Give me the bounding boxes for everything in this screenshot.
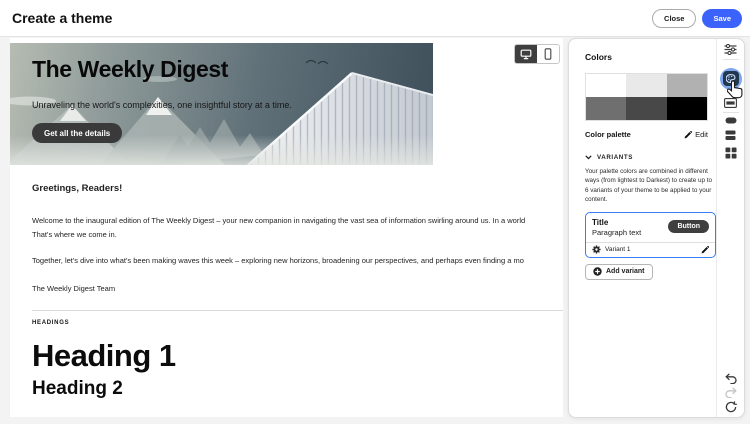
theme-settings-panel	[568, 38, 745, 418]
variant-button-sample: Button	[668, 220, 709, 233]
restore-icon[interactable]	[719, 401, 743, 413]
header-actions	[652, 9, 742, 28]
headings-section-label: HEADINGS	[32, 320, 70, 326]
hero-subtitle: Unraveling the world's complexities, one insightful story at a time.	[32, 100, 292, 110]
variant-title-sample: Title	[592, 217, 609, 227]
email-preview-canvas[interactable]	[10, 38, 563, 417]
hero-cta-button: Get all the details	[32, 123, 122, 143]
theme-palette-icon[interactable]	[718, 66, 744, 92]
pencil-icon[interactable]	[701, 246, 709, 254]
color-palette-label: Color palette	[585, 130, 631, 139]
save-button[interactable]: Save	[702, 9, 742, 28]
close-button[interactable]: Close	[652, 9, 696, 28]
heading2-sample: Heading 2	[32, 378, 123, 399]
page-title: Create a theme	[12, 10, 113, 26]
chevron-down-icon	[585, 155, 592, 160]
variant-row[interactable]	[586, 242, 715, 257]
palette-swatch	[667, 97, 707, 120]
tool-rail	[716, 39, 744, 417]
undo-icon[interactable]	[719, 373, 743, 384]
variants-label: VARIANTS	[597, 154, 633, 161]
pencil-icon	[684, 131, 692, 139]
palette-swatch	[626, 97, 666, 120]
device-toggle	[514, 44, 560, 64]
palette-swatch	[667, 74, 707, 97]
add-variant-label: Add variant	[606, 268, 645, 276]
email-greeting: Greetings, Readers!	[32, 183, 123, 194]
email-paragraph-line: That's where we come in.	[32, 230, 117, 239]
palette-swatch	[586, 74, 626, 97]
edit-label: Edit	[695, 130, 708, 139]
history-controls	[717, 373, 744, 413]
plus-circle-icon	[593, 267, 602, 276]
hero-title: The Weekly Digest	[32, 56, 229, 82]
palette-chip	[723, 71, 739, 86]
section-divider	[32, 310, 563, 311]
redo-icon[interactable]	[719, 387, 743, 398]
rows-icon[interactable]	[719, 130, 743, 141]
desktop-preview-button[interactable]	[515, 45, 537, 63]
heading1-sample: Heading 1	[32, 338, 176, 373]
section-icon[interactable]	[719, 98, 743, 108]
desktop-icon	[520, 49, 532, 60]
mobile-icon	[544, 48, 552, 60]
variants-description: Your palette colors are combined in different ways (from lightest to Darkest) to create up to 6 variants of your theme to be applied to your content.	[585, 168, 713, 204]
app-header	[0, 0, 750, 37]
colors-panel	[569, 39, 716, 417]
rail-divider	[723, 59, 739, 60]
color-palette-swatches	[585, 73, 708, 121]
email-signature: The Weekly Digest Team	[32, 284, 116, 293]
variant-name: Variant 1	[605, 246, 631, 254]
palette-swatch	[626, 74, 666, 97]
button-block-icon[interactable]	[719, 117, 743, 124]
grid-icon[interactable]	[719, 147, 743, 159]
hero-section	[10, 43, 433, 165]
rail-divider	[723, 112, 739, 113]
sliders-icon[interactable]	[719, 44, 743, 55]
variant-preview	[586, 213, 715, 242]
edit-palette-button[interactable]	[684, 130, 708, 139]
variants-section-toggle[interactable]	[585, 154, 633, 161]
palette-swatch	[586, 97, 626, 120]
variant-card[interactable]	[585, 212, 716, 258]
email-paragraph-line: Together, let's dive into what's been making waves this week – exploring new horizons, broadening our perspectives, and perhaps even finding a mo	[32, 256, 524, 265]
mobile-preview-button[interactable]	[537, 45, 559, 63]
add-variant-button[interactable]	[585, 264, 653, 280]
variant-paragraph-sample: Paragraph text	[592, 227, 642, 237]
color-palette-row	[585, 128, 708, 141]
colors-panel-title: Colors	[585, 52, 612, 62]
gear-icon	[592, 245, 601, 254]
email-paragraph-line: Welcome to the inaugural edition of The Weekly Digest – your new companion in navigating the vast sea of information swirling around us. In a world	[32, 216, 526, 225]
